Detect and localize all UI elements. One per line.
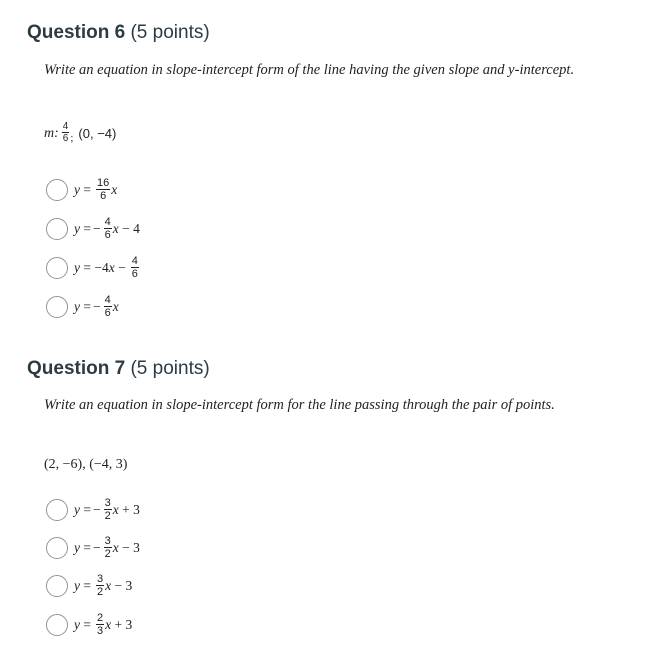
option-equation[interactable] bbox=[74, 496, 140, 522]
radio-button[interactable] bbox=[46, 575, 68, 597]
fraction-numerator: 3 bbox=[104, 496, 111, 509]
question-6-prompt: Write an equation in slope-intercept form of the line having the given slope and y-intercept. bbox=[44, 62, 575, 78]
equation-suffix: x − 4 bbox=[112, 221, 140, 236]
fraction-sign: − bbox=[93, 502, 101, 517]
radio-button[interactable] bbox=[46, 537, 68, 559]
answer-option[interactable] bbox=[46, 573, 132, 599]
equation-prefix: y = bbox=[74, 540, 91, 555]
coefficient-fraction bbox=[104, 536, 112, 559]
question-6-given bbox=[44, 123, 116, 144]
option-equation[interactable] bbox=[74, 572, 133, 598]
answer-option[interactable] bbox=[46, 294, 119, 320]
question-7-heading bbox=[27, 358, 210, 380]
equation-suffix: x − 3 bbox=[112, 540, 140, 555]
slope-label: m: bbox=[44, 125, 59, 141]
answer-option[interactable] bbox=[46, 612, 132, 638]
coefficient-fraction bbox=[104, 295, 112, 318]
fraction-denominator: 6 bbox=[131, 267, 138, 280]
coefficient-fraction bbox=[96, 178, 110, 201]
fraction-denominator: 3 bbox=[97, 624, 104, 637]
equation-prefix: y = bbox=[74, 617, 91, 632]
equation-prefix: y = bbox=[74, 299, 91, 314]
radio-button[interactable] bbox=[46, 179, 68, 201]
coefficient-fraction bbox=[104, 498, 112, 521]
equation-suffix: x bbox=[112, 299, 119, 314]
fraction-numerator: 4 bbox=[104, 293, 111, 306]
equation-suffix: x bbox=[111, 182, 118, 197]
answer-option[interactable] bbox=[46, 177, 117, 203]
equation-prefix: y = bbox=[74, 502, 91, 517]
equation-prefix: y = −4x − bbox=[74, 260, 126, 275]
question-6-heading bbox=[27, 22, 210, 44]
fraction-denominator: 6 bbox=[100, 189, 107, 202]
fraction-numerator: 3 bbox=[104, 534, 111, 547]
radio-button[interactable] bbox=[46, 257, 68, 279]
option-equation[interactable] bbox=[74, 215, 140, 241]
answer-option[interactable] bbox=[46, 535, 140, 561]
fraction-numerator: 3 bbox=[97, 572, 104, 585]
fraction-denominator: 2 bbox=[97, 585, 104, 598]
option-equation[interactable] bbox=[74, 611, 133, 637]
radio-button[interactable] bbox=[46, 499, 68, 521]
question-points: (5 points) bbox=[130, 358, 210, 379]
radio-button[interactable] bbox=[46, 218, 68, 240]
fraction-sign: − bbox=[93, 299, 101, 314]
y-intercept-point: (0, −4) bbox=[78, 126, 117, 141]
answer-option[interactable] bbox=[46, 255, 140, 281]
question-number: Question 7 bbox=[27, 358, 126, 379]
fraction-numerator: 4 bbox=[131, 254, 138, 267]
fraction-numerator: 2 bbox=[97, 611, 104, 624]
coefficient-fraction bbox=[96, 613, 104, 636]
equation-prefix: y = bbox=[74, 578, 91, 593]
equation-suffix: x − 3 bbox=[105, 578, 133, 593]
equation-suffix: x + 3 bbox=[112, 502, 140, 517]
equation-prefix: y = bbox=[74, 221, 91, 236]
fraction-denominator: 2 bbox=[104, 509, 111, 522]
option-equation[interactable] bbox=[74, 293, 119, 319]
given-separator: ; bbox=[70, 131, 74, 144]
option-equation[interactable] bbox=[74, 176, 118, 202]
question-7-prompt: Write an equation in slope-intercept form for the line passing through the pair of points. bbox=[44, 397, 555, 413]
fraction-denominator: 2 bbox=[104, 547, 111, 560]
fraction-denominator: 6 bbox=[104, 306, 111, 319]
slope-fraction bbox=[62, 122, 70, 143]
option-equation[interactable] bbox=[74, 534, 140, 560]
question-number: Question 6 bbox=[27, 22, 126, 43]
radio-button[interactable] bbox=[46, 296, 68, 318]
question-points: (5 points) bbox=[130, 22, 210, 43]
slope-denominator: 6 bbox=[62, 133, 69, 144]
question-7-given-points: (2, −6), (−4, 3) bbox=[44, 457, 128, 472]
answer-option[interactable] bbox=[46, 216, 140, 242]
fraction-sign: − bbox=[93, 540, 101, 555]
coefficient-fraction bbox=[96, 574, 104, 597]
fraction-numerator: 4 bbox=[104, 215, 111, 228]
answer-option[interactable] bbox=[46, 497, 140, 523]
coefficient-fraction bbox=[104, 217, 112, 240]
fraction-denominator: 6 bbox=[104, 228, 111, 241]
fraction-numerator: 16 bbox=[97, 176, 110, 189]
coefficient-fraction bbox=[131, 256, 139, 279]
option-equation[interactable] bbox=[74, 254, 140, 280]
fraction-sign: − bbox=[93, 221, 101, 236]
equation-suffix: x + 3 bbox=[105, 617, 133, 632]
equation-prefix: y = bbox=[74, 182, 91, 197]
radio-button[interactable] bbox=[46, 614, 68, 636]
slope-numerator: 4 bbox=[62, 121, 69, 132]
